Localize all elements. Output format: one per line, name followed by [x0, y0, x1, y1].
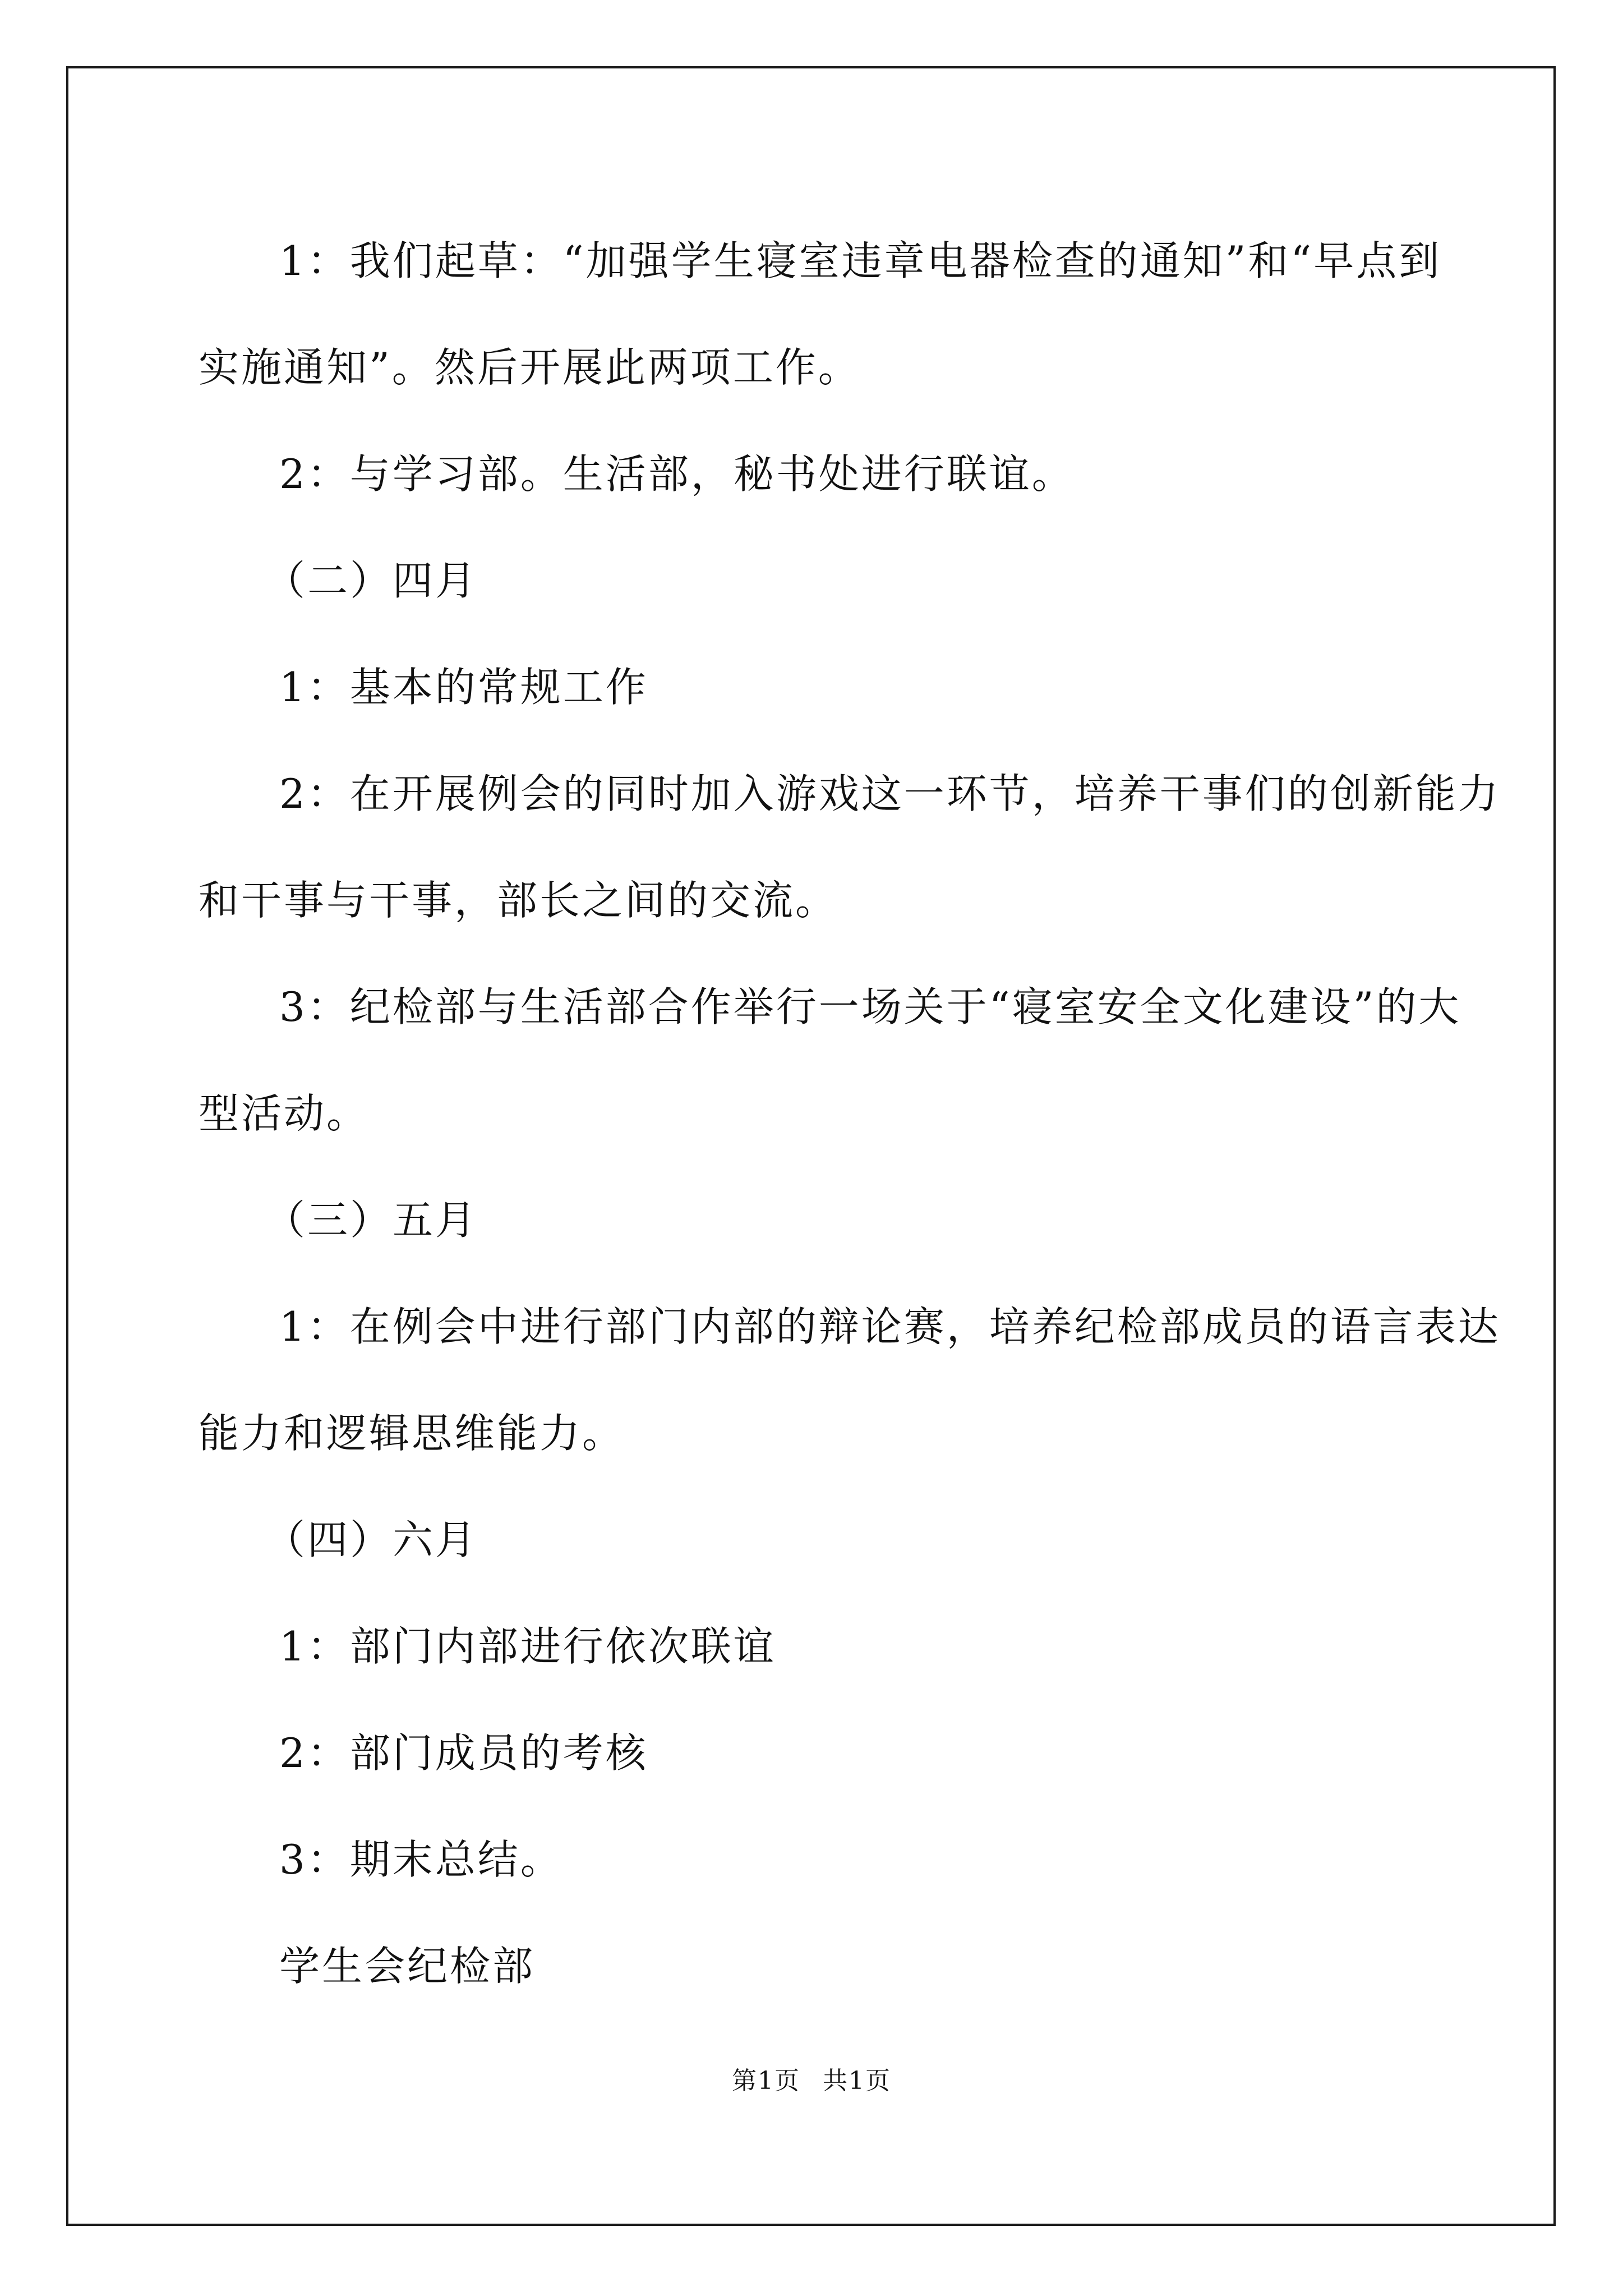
- signature-department: 学生会纪检部: [279, 1943, 536, 1990]
- page-total: 共1页: [823, 2067, 891, 2095]
- paragraph-april-3-line-2: 型活动。: [199, 1090, 370, 1137]
- section-heading-april: （二）四月: [265, 557, 478, 604]
- paragraph-may-1-line-1: 1：在例会中进行部门内部的辩论赛，培养纪检部成员的语言表达: [279, 1303, 1501, 1350]
- paragraph-1-line-2: 实施通知”。然后开展此两项工作。: [199, 344, 861, 391]
- paragraph-may-1-line-2: 能力和逻辑思维能力。: [199, 1410, 625, 1457]
- paragraph-april-1: 1：基本的常规工作: [279, 664, 648, 711]
- section-heading-june: （四）六月: [265, 1516, 478, 1563]
- paragraph-june-2: 2：部门成员的考核: [279, 1729, 648, 1777]
- document-body: [199, 208, 1501, 2019]
- page-footer: [0, 2064, 1623, 2098]
- paragraph-june-1: 1：部门内部进行依次联谊: [279, 1623, 776, 1670]
- paragraph-2: 2：与学习部。生活部，秘书处进行联谊。: [279, 450, 1075, 498]
- paragraph-april-2-line-1: 2：在开展例会的同时加入游戏这一环节，培养干事们的创新能力: [279, 770, 1501, 817]
- section-heading-may: （三）五月: [265, 1197, 478, 1244]
- page-number: 第1页: [732, 2067, 800, 2095]
- paragraph-1-line-1: 1：我们起草：“加强学生寝室违章电器检查的通知”和“早点到: [279, 237, 1442, 284]
- paragraph-april-2-line-2: 和干事与干事，部长之间的交流。: [199, 877, 838, 924]
- paragraph-april-3-line-1: 3：纪检部与生活部合作举行一场关于“寝室安全文化建设”的大: [279, 983, 1461, 1030]
- paragraph-june-3: 3：期末总结。: [279, 1836, 563, 1883]
